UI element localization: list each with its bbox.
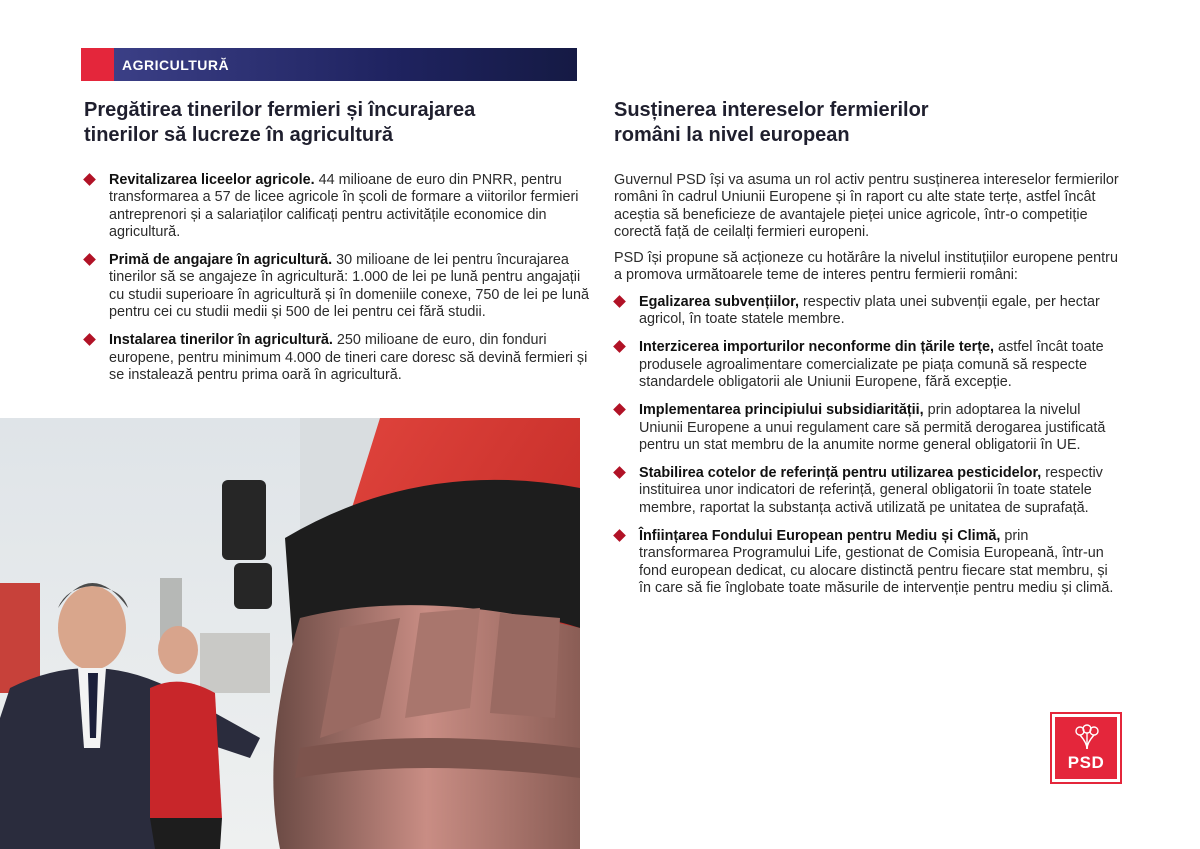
left-column xyxy=(84,98,594,395)
left-bullet-item xyxy=(84,172,594,241)
psd-logo xyxy=(1052,714,1120,782)
left-bullet-item xyxy=(84,252,594,321)
right-bullet-item xyxy=(614,402,1119,454)
diamond-bullet-icon xyxy=(613,466,626,479)
right-heading xyxy=(614,98,1119,148)
right-bullet-item xyxy=(614,528,1119,597)
left-bullet-title: Revitalizarea liceelor agricole. xyxy=(109,172,315,188)
diamond-bullet-icon xyxy=(83,173,96,186)
right-bullet-list xyxy=(614,294,1119,597)
right-bullet-item xyxy=(614,465,1119,517)
right-bullet-text: respectiv plata unei subvenții egale, per hectar agricol, în toate statele membre. xyxy=(639,293,1100,328)
right-bullet-item xyxy=(614,294,1119,329)
section-header-label-box xyxy=(114,48,577,81)
right-bullet-title: Egalizarea subvențiilor, xyxy=(639,293,799,310)
diamond-bullet-icon xyxy=(83,253,96,266)
section-header-bar xyxy=(81,48,577,81)
diamond-bullet-icon xyxy=(613,403,626,416)
right-bullet-title: Înființarea Fondului European pentru Mediu și Climă, xyxy=(639,528,1001,545)
right-bullet-item xyxy=(614,339,1119,391)
left-bullet-list xyxy=(84,172,594,384)
left-bullet-item xyxy=(84,332,594,384)
right-heading-line2: români la nivel european xyxy=(614,124,850,146)
psd-logo-text: PSD xyxy=(1067,753,1105,772)
right-heading-line1: Susținerea intereselor fermierilor xyxy=(614,99,929,121)
rose-icon xyxy=(1072,723,1102,751)
right-bullet-title: Stabilirea cotelor de referință pentru utilizarea pesticidelor, xyxy=(639,465,1042,482)
diamond-bullet-icon xyxy=(613,295,626,308)
section-header-accent xyxy=(81,48,114,81)
diamond-bullet-icon xyxy=(613,341,626,354)
right-bullet-text: respectiv instituirea unor indicatori de referință, general obligatorii în toate statele membre, raportat la substanța activă utilizată pe unitatea de suprafață. xyxy=(639,465,1103,516)
right-bullet-text: prin transformarea Programului Life, gestionat de Comisia Europeană, într-un fond european dedicat, cu alocare distinctă pentru fiecare stat membru, și în care să fie înglobate toate măsurile de intervenție pentru mediu și climă. xyxy=(639,528,1114,596)
left-bullet-text: 44 milioane de euro din PNRR, pentru transformarea a 57 de licee agricole în școli de formare a viitorilor fermieri antreprenori și a salariaților calificați pentru activitățile economice din agricultură. xyxy=(109,172,579,240)
left-bullet-title: Primă de angajare în agricultură. xyxy=(109,252,333,269)
left-bullet-text: 250 milioane de euro, din fonduri europene, pentru minimum 4.000 de tineri care doresc să devină fermieri și se instalează pentru prima oară în agricultură. xyxy=(109,332,588,383)
right-bullet-text: astfel încât toate produsele agroalimentare comercializate pe piața comună să respecte standardele obligatorii ale Uniunii Europene, fără excepție. xyxy=(639,339,1104,390)
diamond-bullet-icon xyxy=(83,334,96,347)
right-bullet-title: Implementarea principiului subsidiarității, xyxy=(639,402,924,419)
section-header-label: AGRICULTURĂ xyxy=(122,56,230,73)
right-intro-paragraph: PSD își propune să acționeze cu hotărâre la nivelul instituțiilor europene pentru a promova următoarele teme de interes pentru fermierii români: xyxy=(614,250,1118,284)
left-heading-line2: tinerilor să lucreze în agricultură xyxy=(84,124,393,146)
right-bullet-text: prin adoptarea la nivelul Uniunii Europene a unui regulament care să permită derogarea justificată pentru un stat membru de la anumite norme general obligatorii în UE. xyxy=(639,402,1106,453)
left-heading-line1: Pregătirea tinerilor fermieri și încurajarea xyxy=(84,99,476,121)
diamond-bullet-icon xyxy=(613,529,626,542)
left-bullet-title: Instalarea tinerilor în agricultură. xyxy=(109,332,333,349)
left-bullet-text: 30 milioane de lei pentru încurajarea tinerilor să se angajeze în agricultură: 1.000 de lei pe lună pentru angajații cu studii superioare în agricultură și în domeniile conexe, 750 de lei pe lună pentru cei cu studii medii și 500 de lei pentru cei fără studii. xyxy=(109,252,589,321)
right-column xyxy=(614,98,1119,608)
right-intro-paragraph: Guvernul PSD își va asuma un rol activ pentru susținerea intereselor fermierilor români în cadrul Uniunii Europene și în raport cu alte state terțe, astfel încât aceștia să beneficieze de avantajele pieței unice agricole, într-o competiție corectă față de ceilalți fermieri europeni. xyxy=(614,172,1119,240)
left-heading xyxy=(84,98,594,148)
right-bullet-title: Interzicerea importurilor neconforme din țările terțe, xyxy=(639,339,995,356)
tractor-photo xyxy=(0,418,580,849)
